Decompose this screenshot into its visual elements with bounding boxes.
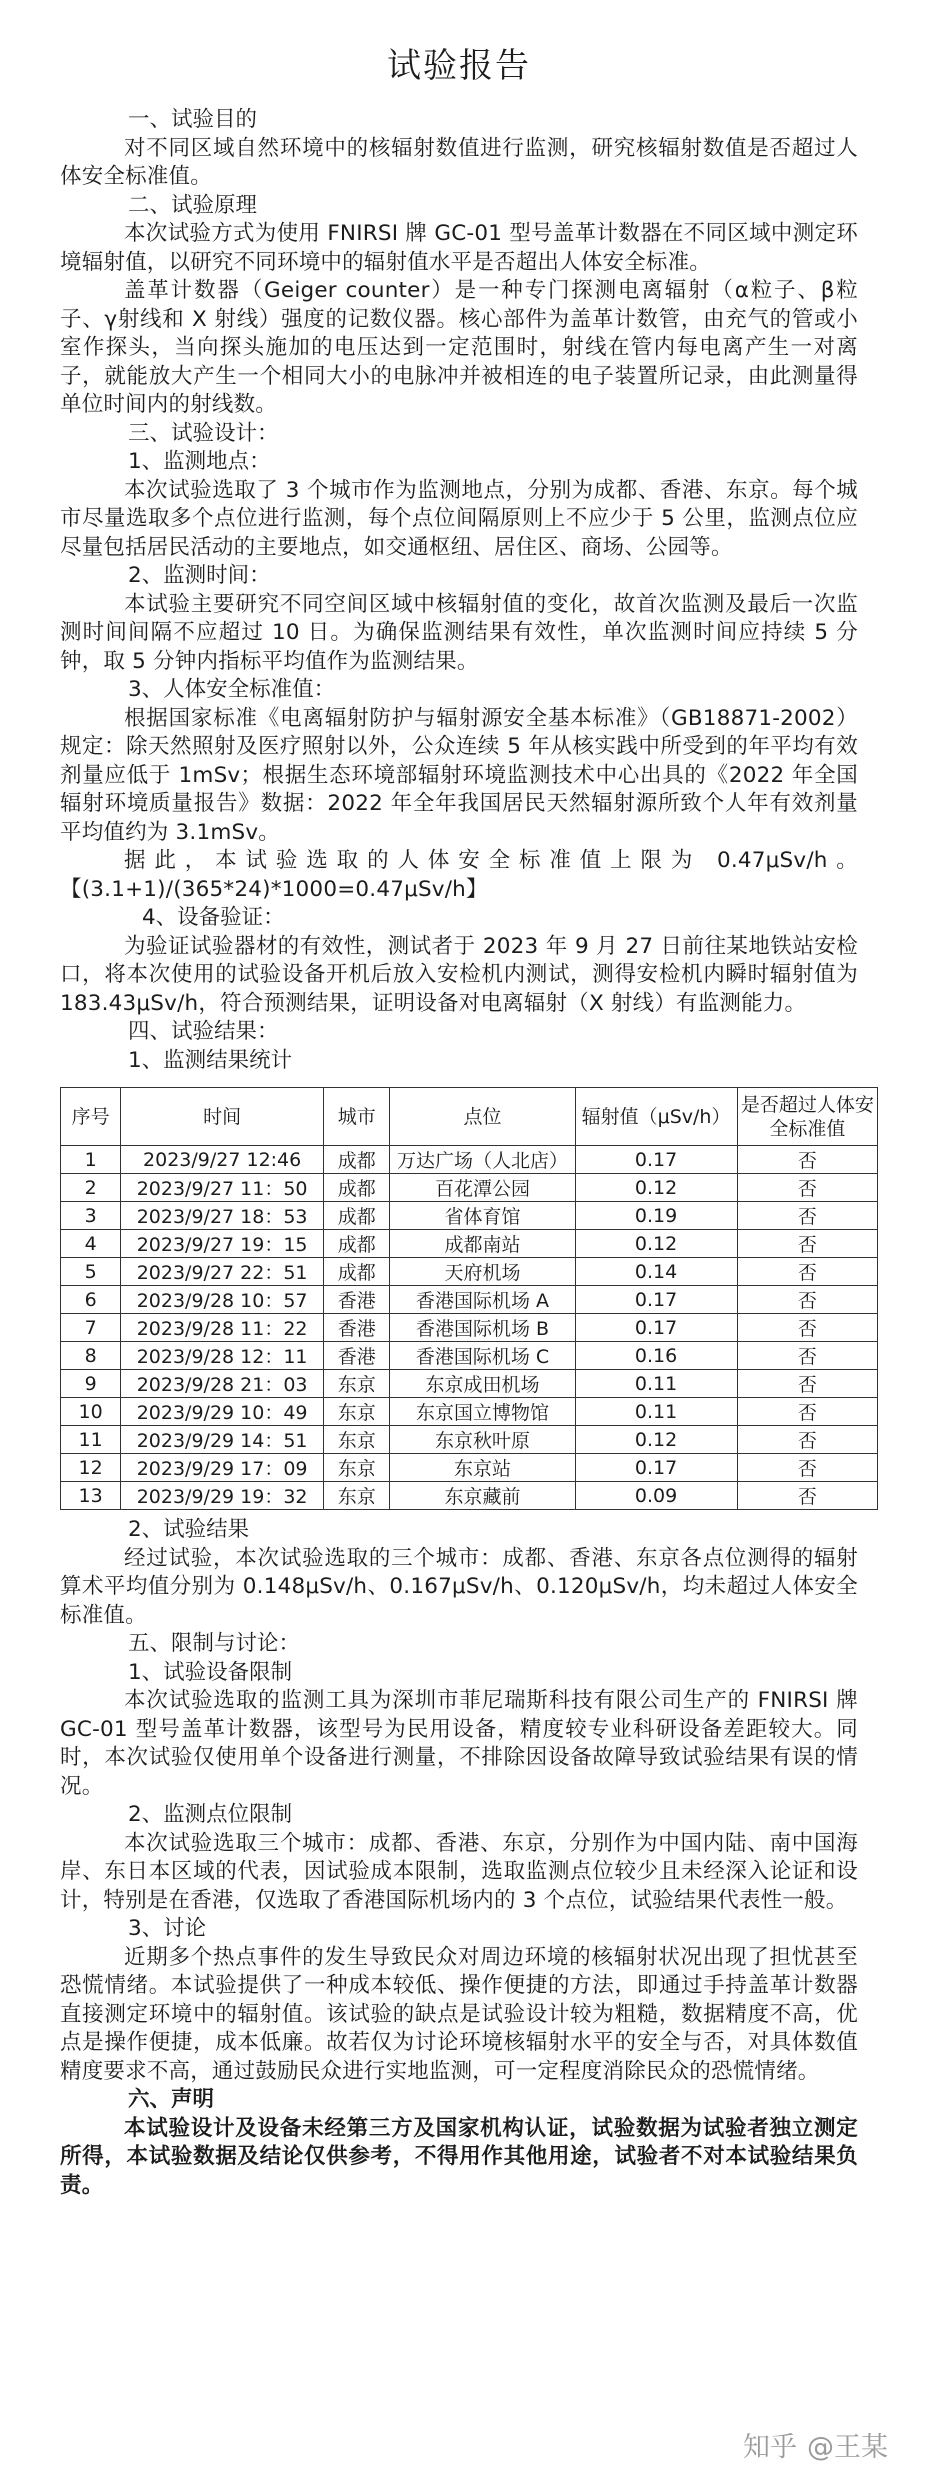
- section-1-paragraph: 对不同区域自然环境中的核辐射数值进行监测，研究核辐射数值是否超过人体安全标准值。: [60, 135, 858, 189]
- table-header-row: [61, 1088, 878, 1146]
- cell-site: 东京站: [390, 1454, 575, 1482]
- cell-site: 省体育馆: [390, 1202, 575, 1230]
- cell-city: 成都: [323, 1146, 390, 1174]
- section-5-3-heading: 3、讨论: [128, 1916, 207, 1941]
- cell-value: 0.14: [575, 1258, 737, 1286]
- cell-exceed: 否: [737, 1426, 877, 1454]
- cell-site: 天府机场: [390, 1258, 575, 1286]
- section-3-3-paragraph-2: 据此，本试验选取的人体安全标准值上限为 0.47μSv/h。【(3.1+1)/(365*24)*1000=0.47μSv/h】: [60, 848, 858, 902]
- cell-value: 0.17: [575, 1286, 737, 1314]
- section-3-1-heading: 1、监测地点：: [128, 449, 271, 474]
- section-4-heading: 四、试验结果：: [128, 1019, 279, 1044]
- zhihu-logo: 知乎: [743, 2432, 797, 2463]
- cell-site: 东京成田机场: [390, 1370, 575, 1398]
- cell-exceed: 否: [737, 1146, 877, 1174]
- cell-site: 东京国立博物馆: [390, 1398, 575, 1426]
- cell-value: 0.17: [575, 1146, 737, 1174]
- section-4-2-paragraph: 经过试验，本次试验选取的三个城市：成都、香港、东京各点位测得的辐射算术平均值分别为 0.148μSv/h、0.167μSv/h、0.120μSv/h，均未超过人体安全标准值。: [60, 1545, 858, 1628]
- cell-exceed: 否: [737, 1258, 877, 1286]
- cell-site: 香港国际机场 C: [390, 1342, 575, 1370]
- cell-value: 0.17: [575, 1314, 737, 1342]
- cell-site: 万达广场（人北店）: [390, 1146, 575, 1174]
- section-3-3-heading: 3、人体安全标准值：: [128, 677, 336, 702]
- results-table: [60, 1087, 878, 1510]
- cell-index: 12: [61, 1454, 121, 1482]
- cell-value: 0.09: [575, 1482, 737, 1510]
- section-5-3-paragraph: 近期多个热点事件的发生导致民众对周边环境的核辐射状况出现了担忧甚至恐慌情绪。本试验提供了一种成本较低、操作便捷的方法，即通过手持盖革计数器直接测定环境中的辐射值。该试验的缺点是试验设计较为粗糙，数据精度不高，优点是操作便捷，成本低廉。故若仅为讨论环境核辐射水平的安全与否，对具体数值精度要求不高，通过鼓励民众进行实地监测，可一定程度消除民众的恐慌情绪。: [60, 1944, 858, 2084]
- header-value: 辐射值（μSv/h）: [575, 1088, 737, 1146]
- section-3-4-heading: 4、设备验证：: [142, 905, 285, 930]
- cell-value: 0.11: [575, 1398, 737, 1426]
- cell-value: 0.12: [575, 1426, 737, 1454]
- section-5-2-heading: 2、监测点位限制: [128, 1802, 293, 1827]
- cell-index: 1: [61, 1146, 121, 1174]
- cell-site: 香港国际机场 A: [390, 1286, 575, 1314]
- cell-city: 东京: [323, 1370, 390, 1398]
- table-row: [61, 1454, 878, 1482]
- cell-site: 香港国际机场 B: [390, 1314, 575, 1342]
- cell-index: 8: [61, 1342, 121, 1370]
- cell-city: 成都: [323, 1202, 390, 1230]
- cell-index: 4: [61, 1230, 121, 1258]
- cell-city: 东京: [323, 1482, 390, 1510]
- table-row: [61, 1482, 878, 1510]
- table-row: [61, 1146, 878, 1174]
- cell-value: 0.12: [575, 1174, 737, 1202]
- cell-exceed: 否: [737, 1454, 877, 1482]
- section-2-heading: 二、试验原理: [128, 192, 258, 218]
- section-3-1-paragraph: 本次试验选取了 3 个城市作为监测地点，分别为成都、香港、东京。每个城市尽量选取多个点位进行监测，每个点位间隔原则上不应少于 5 公里，监测点位应尽量包括居民活动的主要地点，如交通枢纽、居住区、商场、公园等。: [60, 477, 858, 560]
- table-row: [61, 1342, 878, 1370]
- table-row: [61, 1174, 878, 1202]
- cell-city: 东京: [323, 1426, 390, 1454]
- cell-time: 2023/9/29 10：49: [121, 1398, 324, 1426]
- cell-exceed: 否: [737, 1286, 877, 1314]
- cell-index: 11: [61, 1426, 121, 1454]
- cell-time: 2023/9/28 10：57: [121, 1286, 324, 1314]
- cell-time: 2023/9/27 19：15: [121, 1230, 324, 1258]
- table-row: [61, 1286, 878, 1314]
- table-row: [61, 1426, 878, 1454]
- cell-time: 2023/9/29 17：09: [121, 1454, 324, 1482]
- cell-exceed: 否: [737, 1174, 877, 1202]
- cell-time: 2023/9/28 11：22: [121, 1314, 324, 1342]
- cell-index: 3: [61, 1202, 121, 1230]
- section-5-heading: 五、限制与讨论：: [128, 1631, 301, 1656]
- cell-time: 2023/9/28 12：11: [121, 1342, 324, 1370]
- section-1-heading: 一、试验目的: [128, 107, 258, 132]
- cell-exceed: 否: [737, 1202, 877, 1230]
- cell-index: 9: [61, 1370, 121, 1398]
- declaration-paragraph: 本试验设计及设备未经第三方及国家机构认证，试验数据为试验者独立测定所得，本试验数据及结论仅供参考，不得用作其他用途，试验者不对本试验结果负责。: [60, 2115, 858, 2198]
- cell-exceed: 否: [737, 1342, 877, 1370]
- cell-index: 5: [61, 1258, 121, 1286]
- cell-value: 0.12: [575, 1230, 737, 1258]
- cell-index: 10: [61, 1398, 121, 1426]
- section-6-heading: 六、声明: [128, 2087, 215, 2112]
- section-4-2-heading: 2、试验结果: [128, 1517, 250, 1542]
- cell-index: 13: [61, 1482, 121, 1510]
- cell-city: 成都: [323, 1258, 390, 1286]
- cell-time: 2023/9/29 19：32: [121, 1482, 324, 1510]
- section-3-4-paragraph: 为验证试验器材的有效性，测试者于 2023 年 9 月 27 日前往某地铁站安检口，将本次使用的试验设备开机后放入安检机内测试，测得安检机内瞬时辐射值为 183.43μSv/h，符合预测结果，证明设备对电离辐射（X 射线）有监测能力。: [60, 933, 858, 1016]
- cell-value: 0.11: [575, 1370, 737, 1398]
- cell-exceed: 否: [737, 1482, 877, 1510]
- watermark: [743, 2425, 888, 2464]
- cell-city: 香港: [323, 1342, 390, 1370]
- cell-value: 0.16: [575, 1342, 737, 1370]
- cell-value: 0.17: [575, 1454, 737, 1482]
- cell-index: 6: [61, 1286, 121, 1314]
- section-4-1-heading: 1、监测结果统计: [128, 1047, 293, 1073]
- section-2-paragraph-2: 盖革计数器（Geiger counter）是一种专门探测电离辐射（α粒子、β粒子、γ射线和 X 射线）强度的记数仪器。核心部件为盖革计数管，由充气的管或小室作探头，当向探头施加的电压达到一定范围时，射线在管内每电离产生一对离子，就能放大产生一个相同大小的电脉冲并被相连的电子装置所记录，由此测量得单位时间内的射线数。: [60, 278, 858, 417]
- cell-time: 2023/9/28 21：03: [121, 1370, 324, 1398]
- cell-time: 2023/9/27 12:46: [121, 1146, 324, 1174]
- section-3-2-heading: 2、监测时间：: [128, 563, 271, 588]
- section-2-paragraph-1: 本次试验方式为使用 FNIRSI 牌 GC-01 型号盖革计数器在不同区域中测定环境辐射值，以研究不同环境中的辐射值水平是否超出人体安全标准。: [60, 221, 858, 275]
- section-5-1-paragraph: 本次试验选取的监测工具为深圳市菲尼瑞斯科技有限公司生产的 FNIRSI 牌 GC-01 型号盖革计数器，该型号为民用设备，精度较专业科研设备差距较大。同时，本次试验仅使用单个设备进行测量，不排除因设备故障导致试验结果有误的情况。: [60, 1688, 858, 1799]
- cell-time: 2023/9/27 11：50: [121, 1174, 324, 1202]
- cell-site: 东京藏前: [390, 1482, 575, 1510]
- header-city: 城市: [323, 1088, 390, 1146]
- section-3-2-paragraph: 本试验主要研究不同空间区域中核辐射值的变化，故首次监测及最后一次监测时间间隔不应超过 10 日。为确保监测结果有效性，单次监测时间应持续 5 分钟，取 5 分钟内指标平均值作为监测结果。: [60, 591, 858, 674]
- table-row: [61, 1314, 878, 1342]
- table-row: [61, 1230, 878, 1258]
- cell-city: 成都: [323, 1174, 390, 1202]
- section-5-2-paragraph: 本次试验选取三个城市：成都、香港、东京，分别作为中国内陆、南中国海岸、东日本区域的代表，因试验成本限制，选取监测点位较少且未经深入论证和设计，特别是在香港，仅选取了香港国际机场内的 3 个点位，试验结果代表性一般。: [60, 1830, 858, 1913]
- header-site: 点位: [390, 1088, 575, 1146]
- table-row: [61, 1398, 878, 1426]
- header-exceed: 是否超过人体安全标准值: [737, 1088, 877, 1146]
- cell-city: 香港: [323, 1286, 390, 1314]
- cell-exceed: 否: [737, 1314, 877, 1342]
- table-row: [61, 1258, 878, 1286]
- watermark-author: @王某: [807, 2432, 888, 2463]
- cell-exceed: 否: [737, 1398, 877, 1426]
- cell-exceed: 否: [737, 1230, 877, 1258]
- cell-time: 2023/9/29 14：51: [121, 1426, 324, 1454]
- cell-city: 东京: [323, 1398, 390, 1426]
- cell-index: 2: [61, 1174, 121, 1202]
- table-row: [61, 1370, 878, 1398]
- header-index: 序号: [61, 1088, 121, 1146]
- cell-site: 百花潭公园: [390, 1174, 575, 1202]
- cell-exceed: 否: [737, 1370, 877, 1398]
- header-time: 时间: [121, 1088, 324, 1146]
- cell-city: 成都: [323, 1230, 390, 1258]
- page-title: 试验报告: [387, 46, 531, 86]
- cell-site: 东京秋叶原: [390, 1426, 575, 1454]
- cell-city: 东京: [323, 1454, 390, 1482]
- cell-time: 2023/9/27 18：53: [121, 1202, 324, 1230]
- section-3-heading: 三、试验设计：: [128, 420, 279, 446]
- cell-city: 香港: [323, 1314, 390, 1342]
- cell-site: 成都南站: [390, 1230, 575, 1258]
- cell-value: 0.19: [575, 1202, 737, 1230]
- cell-index: 7: [61, 1314, 121, 1342]
- table-row: [61, 1202, 878, 1230]
- section-3-3-paragraph-1: 根据国家标准《电离辐射防护与辐射源安全基本标准》（GB18871-2002）规定：除天然照射及医疗照射以外，公众连续 5 年从核实践中所受到的年平均有效剂量应低于 1mSv；根据生态环境部辐射环境监测技术中心出具的《2022 年全国辐射环境质量报告》数据：2022 年全年我国居民天然辐射源所致个人年有效剂量平均值约为 3.1mSv。: [60, 705, 858, 845]
- section-5-1-heading: 1、试验设备限制: [128, 1659, 293, 1685]
- cell-time: 2023/9/27 22：51: [121, 1258, 324, 1286]
